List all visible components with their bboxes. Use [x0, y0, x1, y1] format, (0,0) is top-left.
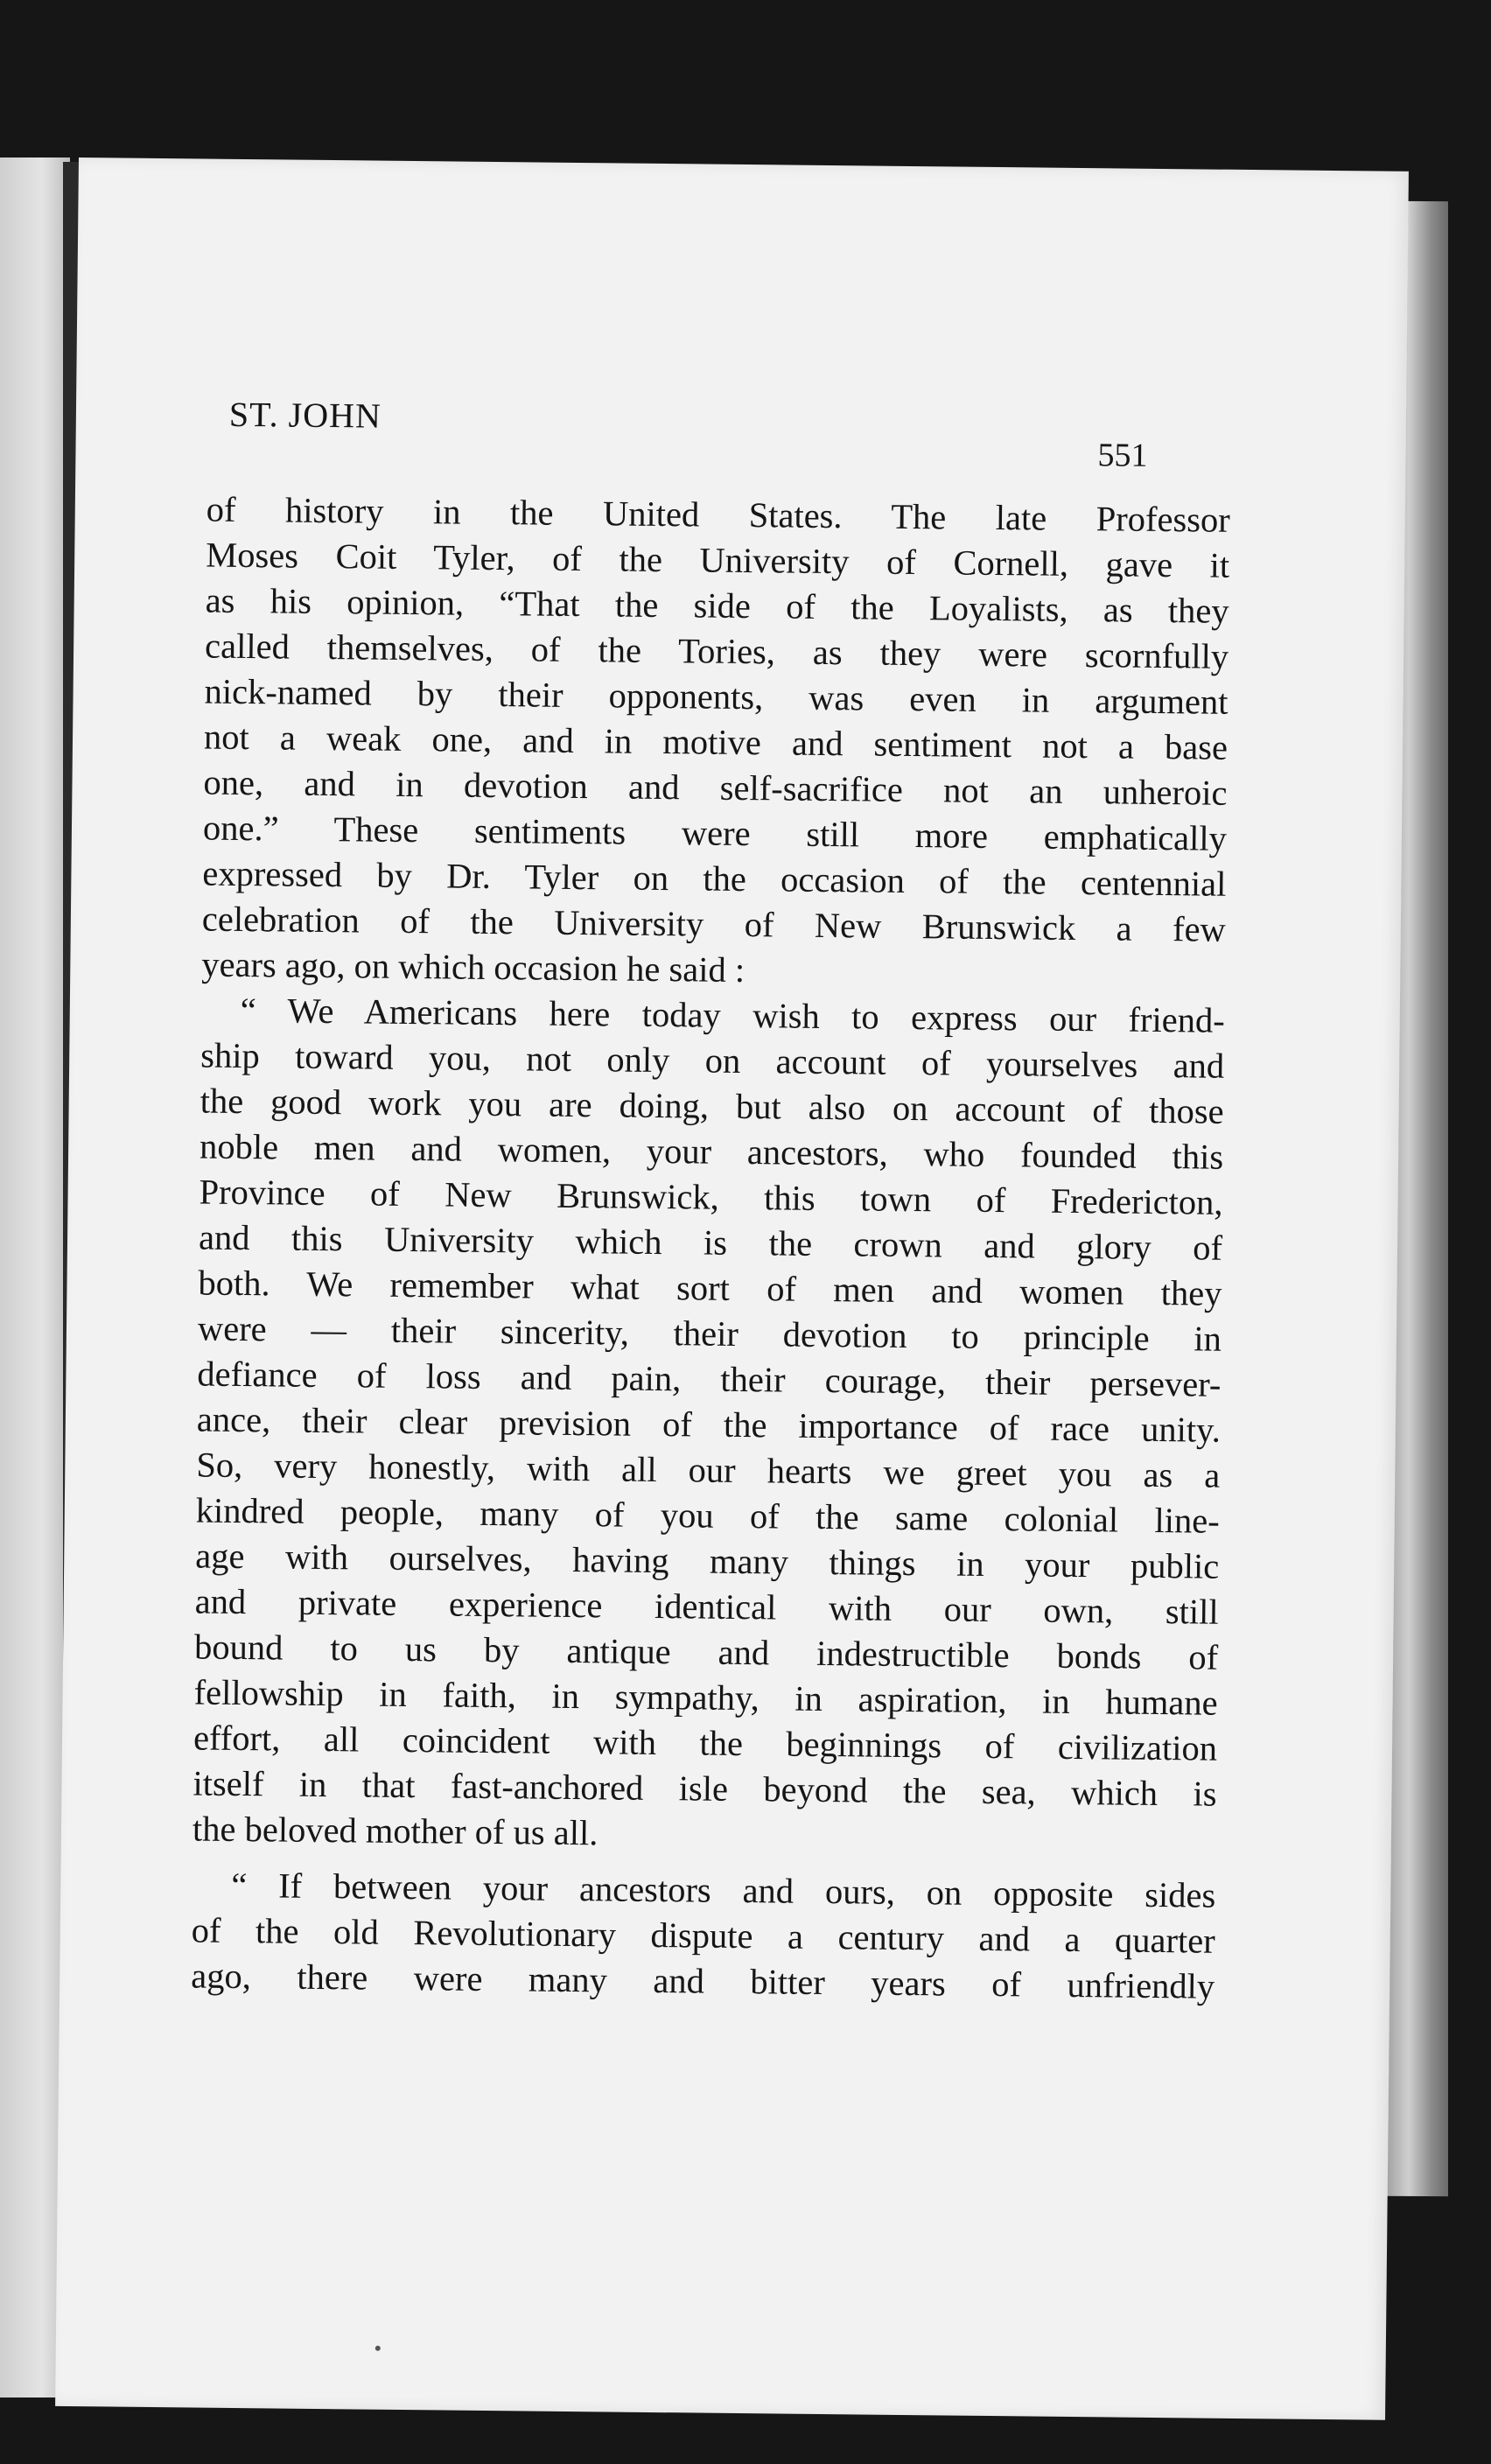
text-line: Moses Coit Tyler, of the University of Cornell, gave it	[206, 535, 1230, 585]
text-line: both. We remember what sort of men and women they	[198, 1263, 1222, 1313]
text-line: So, very honestly, with all our hearts we greet you as a	[196, 1445, 1221, 1495]
text-line: of history in the United States. The late Professor	[206, 489, 1230, 540]
text-line: as his opinion, “That the side of the Loyalists, as they	[205, 580, 1229, 631]
text-line: ago, there were many and bitter years of unfriendly	[191, 1956, 1215, 2006]
text-line: not a weak one, and in motive and sentiment not a base	[203, 717, 1228, 767]
text-line: the beloved mother of us all.	[192, 1809, 598, 1853]
text-line: years ago, on which occasion he said :	[201, 944, 746, 990]
text-line: called themselves, of the Tories, as they were scornfully	[204, 626, 1229, 676]
text-line: were — their sincerity, their devotion to principle in	[197, 1308, 1222, 1359]
text-line: effort, all coincident with the beginnings of civilization	[192, 1718, 1218, 1768]
book-page	[55, 158, 1409, 2420]
running-head: ST. JOHN	[228, 394, 382, 436]
text-line: the good work you are doing, but also on account of those	[200, 1081, 1224, 1131]
text-line: age with ourselves, having many things in your public	[195, 1536, 1220, 1586]
text-line: of the old Revolutionary dispute a century and a quarter	[191, 1910, 1215, 1961]
text-line: noble men and women, your ancestors, who founded this	[199, 1126, 1224, 1177]
text-line: and private experience identical with our own, still	[194, 1581, 1219, 1632]
text-line: fellowship in faith, in sympathy, in aspiration, in humane	[193, 1672, 1218, 1723]
text-line: celebration of the University of New Brunswick a few	[201, 899, 1227, 949]
text-line: nick-named by their opponents, was even in argument	[204, 671, 1228, 722]
text-line: bound to us by antique and indestructible bonds of	[193, 1627, 1219, 1677]
body-text	[191, 487, 1230, 2010]
text-line: and this University which is the crown and glory of	[198, 1217, 1223, 1268]
text-line: “ If between your ancestors and ours, on opposite sides	[231, 1865, 1216, 1915]
page-number: 551	[1097, 437, 1148, 474]
text-line: one.” These sentiments were still more emphatically	[202, 808, 1228, 858]
text-line: ance, their clear prevision of the importance of race unity.	[196, 1399, 1222, 1450]
text-line: kindred people, many of you of the same colonial line-	[195, 1490, 1220, 1541]
text-line: defiance of loss and pain, their courage, their persever-	[197, 1354, 1222, 1404]
text-line: expressed by Dr. Tyler on the occasion of the centennial	[202, 853, 1227, 904]
text-line: one, and in devotion and self-sacrifice not an unheroic	[203, 762, 1228, 813]
paper-speck	[375, 2346, 381, 2351]
text-line: ship toward you, not only on account of yourselves and	[200, 1035, 1225, 1086]
text-line: itself in that fast-anchored isle beyond the sea, which is	[192, 1763, 1217, 1814]
text-line: Province of New Brunswick, this town of Fredericton,	[199, 1172, 1223, 1222]
text-line: “ We Americans here today wish to express our friend-	[240, 990, 1225, 1040]
